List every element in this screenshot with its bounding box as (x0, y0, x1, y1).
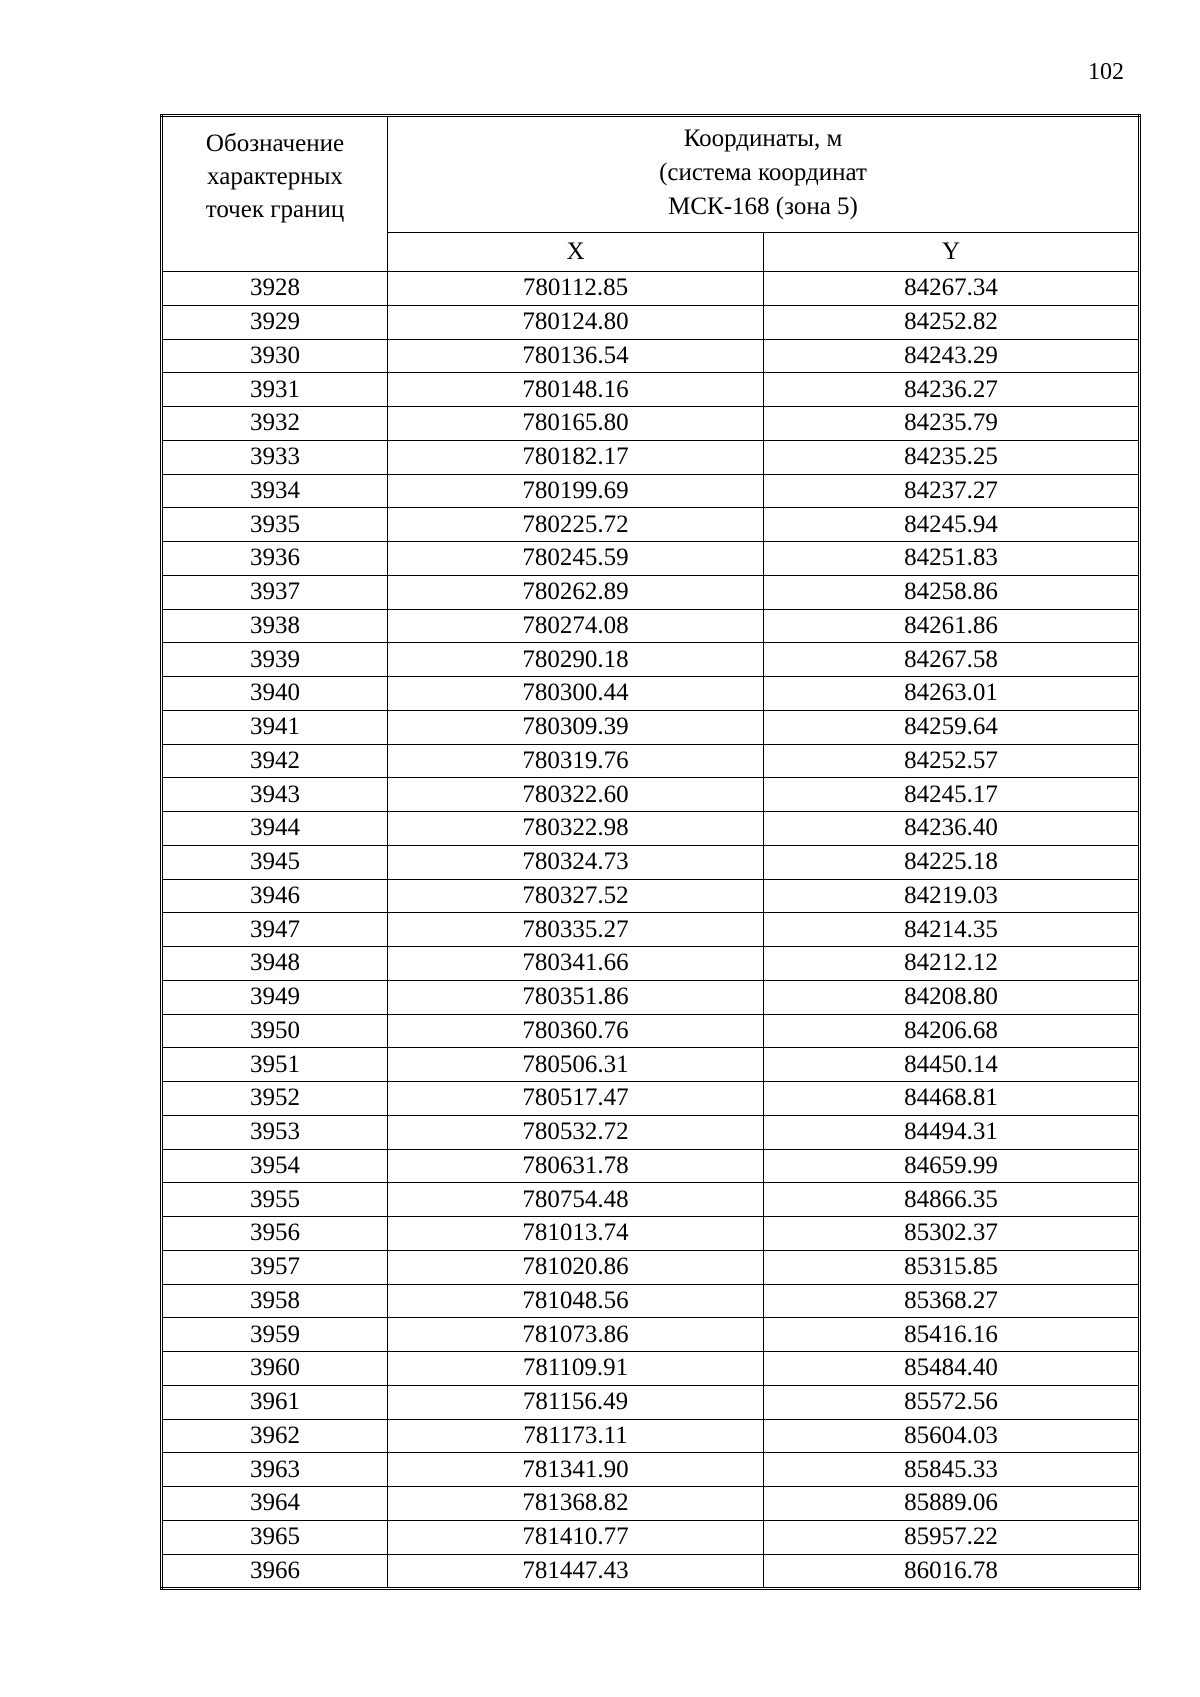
y-coordinate-cell: 84236.40 (764, 812, 1140, 846)
y-coordinate-cell: 85845.33 (764, 1453, 1140, 1487)
y-coordinate-cell: 85302.37 (764, 1217, 1140, 1251)
table-row (162, 1385, 1140, 1419)
point-id-cell: 3952 (162, 1082, 388, 1116)
point-id-cell: 3937 (162, 575, 388, 609)
table-row (162, 508, 1140, 542)
y-coordinate-cell: 84212.12 (764, 947, 1140, 981)
y-coordinate-cell: 85572.56 (764, 1385, 1140, 1419)
table-row (162, 980, 1140, 1014)
table-row (162, 1453, 1140, 1487)
table-row (162, 1183, 1140, 1217)
table-header (162, 116, 1140, 272)
y-coordinate-cell: 84219.03 (764, 879, 1140, 913)
y-coordinate-cell: 85416.16 (764, 1318, 1140, 1352)
table-row (162, 643, 1140, 677)
point-id-cell: 3942 (162, 744, 388, 778)
point-id-cell: 3946 (162, 879, 388, 913)
table-row (162, 1487, 1140, 1521)
x-coordinate-cell: 780335.27 (388, 913, 764, 947)
point-id-cell: 3940 (162, 677, 388, 711)
point-id-cell: 3961 (162, 1385, 388, 1419)
table-row (162, 575, 1140, 609)
y-coordinate-cell: 84243.29 (764, 339, 1140, 373)
x-coordinate-cell: 780262.89 (388, 575, 764, 609)
point-id-cell: 3928 (162, 272, 388, 306)
x-coordinate-cell: 780754.48 (388, 1183, 764, 1217)
point-id-cell: 3965 (162, 1520, 388, 1554)
point-id-cell: 3957 (162, 1250, 388, 1284)
header-coordinates-line: МСК-168 (зона 5) (668, 193, 858, 220)
header-designation-line: точек границ (205, 196, 345, 223)
y-coordinate-cell: 84237.27 (764, 474, 1140, 508)
point-id-cell: 3932 (162, 407, 388, 441)
y-coordinate-cell: 84251.83 (764, 542, 1140, 576)
x-coordinate-cell: 781156.49 (388, 1385, 764, 1419)
table-row (162, 1082, 1140, 1116)
x-coordinate-cell: 780124.80 (388, 305, 764, 339)
point-id-cell: 3944 (162, 812, 388, 846)
point-id-cell: 3943 (162, 778, 388, 812)
table-row (162, 744, 1140, 778)
y-coordinate-cell: 84866.35 (764, 1183, 1140, 1217)
point-id-cell: 3960 (162, 1352, 388, 1386)
y-coordinate-cell: 84259.64 (764, 710, 1140, 744)
y-coordinate-cell: 84235.79 (764, 407, 1140, 441)
y-coordinate-cell: 84252.82 (764, 305, 1140, 339)
x-coordinate-cell: 780225.72 (388, 508, 764, 542)
header-designation-line: Обозначение (205, 130, 345, 157)
table-row (162, 879, 1140, 913)
x-coordinate-cell: 780631.78 (388, 1149, 764, 1183)
x-coordinate-cell: 781447.43 (388, 1554, 764, 1589)
y-coordinate-cell: 85368.27 (764, 1284, 1140, 1318)
page-number: 102 (1088, 59, 1124, 85)
point-id-cell: 3966 (162, 1554, 388, 1589)
point-id-cell: 3956 (162, 1217, 388, 1251)
point-id-cell: 3934 (162, 474, 388, 508)
x-coordinate-cell: 781173.11 (388, 1419, 764, 1453)
x-coordinate-cell: 780517.47 (388, 1082, 764, 1116)
coordinates-table (160, 114, 1141, 1590)
point-id-cell: 3931 (162, 373, 388, 407)
x-coordinate-cell: 780300.44 (388, 677, 764, 711)
y-coordinate-cell: 84252.57 (764, 744, 1140, 778)
point-id-cell: 3950 (162, 1014, 388, 1048)
point-id-cell: 3929 (162, 305, 388, 339)
y-coordinate-cell: 84245.17 (764, 778, 1140, 812)
point-id-cell: 3945 (162, 845, 388, 879)
x-coordinate-cell: 780199.69 (388, 474, 764, 508)
point-id-cell: 3948 (162, 947, 388, 981)
x-coordinate-cell: 780341.66 (388, 947, 764, 981)
point-id-cell: 3933 (162, 440, 388, 474)
point-id-cell: 3936 (162, 542, 388, 576)
table-row (162, 272, 1140, 306)
point-id-cell: 3958 (162, 1284, 388, 1318)
point-id-cell: 3947 (162, 913, 388, 947)
x-coordinate-cell: 781048.56 (388, 1284, 764, 1318)
point-id-cell: 3949 (162, 980, 388, 1014)
table-row (162, 339, 1140, 373)
x-coordinate-cell: 780319.76 (388, 744, 764, 778)
table-row (162, 1419, 1140, 1453)
point-id-cell: 3963 (162, 1453, 388, 1487)
x-coordinate-cell: 780506.31 (388, 1048, 764, 1082)
table-row (162, 677, 1140, 711)
point-id-cell: 3964 (162, 1487, 388, 1521)
y-coordinate-cell: 84208.80 (764, 980, 1140, 1014)
point-id-cell: 3955 (162, 1183, 388, 1217)
x-coordinate-cell: 781410.77 (388, 1520, 764, 1554)
x-coordinate-cell: 780290.18 (388, 643, 764, 677)
y-coordinate-cell: 84236.27 (764, 373, 1140, 407)
point-id-cell: 3962 (162, 1419, 388, 1453)
point-id-cell: 3959 (162, 1318, 388, 1352)
table-row (162, 1149, 1140, 1183)
x-coordinate-cell: 781013.74 (388, 1217, 764, 1251)
x-coordinate-cell: 781020.86 (388, 1250, 764, 1284)
x-coordinate-cell: 780165.80 (388, 407, 764, 441)
table-body (162, 272, 1140, 1589)
x-coordinate-cell: 780245.59 (388, 542, 764, 576)
point-id-cell: 3954 (162, 1149, 388, 1183)
table-row (162, 1554, 1140, 1589)
y-coordinate-cell: 84225.18 (764, 845, 1140, 879)
table-row (162, 845, 1140, 879)
y-coordinate-cell: 85889.06 (764, 1487, 1140, 1521)
y-coordinate-cell: 84468.81 (764, 1082, 1140, 1116)
y-coordinate-cell: 84214.35 (764, 913, 1140, 947)
x-coordinate-cell: 780322.60 (388, 778, 764, 812)
table-row (162, 1048, 1140, 1082)
table-row (162, 913, 1140, 947)
point-id-cell: 3935 (162, 508, 388, 542)
table-row (162, 812, 1140, 846)
y-coordinate-cell: 84659.99 (764, 1149, 1140, 1183)
header-coordinates-line: (система координат (659, 159, 867, 186)
x-coordinate-cell: 780322.98 (388, 812, 764, 846)
table-row (162, 373, 1140, 407)
y-coordinate-cell: 84263.01 (764, 677, 1140, 711)
x-coordinate-cell: 780324.73 (388, 845, 764, 879)
y-coordinate-cell: 86016.78 (764, 1554, 1140, 1589)
x-coordinate-cell: 780148.16 (388, 373, 764, 407)
y-coordinate-cell: 85315.85 (764, 1250, 1140, 1284)
x-coordinate-cell: 780182.17 (388, 440, 764, 474)
y-coordinate-cell: 84258.86 (764, 575, 1140, 609)
y-coordinate-cell: 84450.14 (764, 1048, 1140, 1082)
x-coordinate-cell: 780112.85 (388, 272, 764, 306)
table-row (162, 778, 1140, 812)
table-row (162, 1284, 1140, 1318)
table-row (162, 1520, 1140, 1554)
y-coordinate-cell: 84261.86 (764, 609, 1140, 643)
y-coordinate-cell: 84267.58 (764, 643, 1140, 677)
y-coordinate-cell: 84494.31 (764, 1115, 1140, 1149)
table-row (162, 1014, 1140, 1048)
table-row (162, 542, 1140, 576)
table-row (162, 1250, 1140, 1284)
table-row (162, 1115, 1140, 1149)
y-coordinate-cell: 85957.22 (764, 1520, 1140, 1554)
table-row (162, 440, 1140, 474)
table-row (162, 1217, 1140, 1251)
x-coordinate-cell: 780274.08 (388, 609, 764, 643)
x-coordinate-cell: 781341.90 (388, 1453, 764, 1487)
x-coordinate-cell: 780309.39 (388, 710, 764, 744)
x-coordinate-cell: 781109.91 (388, 1352, 764, 1386)
y-coordinate-cell: 84235.25 (764, 440, 1140, 474)
table-row (162, 609, 1140, 643)
table-row (162, 1318, 1140, 1352)
header-coordinates-line: Координаты, м (683, 125, 843, 152)
point-id-cell: 3939 (162, 643, 388, 677)
table-row (162, 407, 1140, 441)
table-row (162, 1352, 1140, 1386)
table-row (162, 474, 1140, 508)
x-coordinate-cell: 780360.76 (388, 1014, 764, 1048)
header-designation (162, 116, 388, 272)
y-coordinate-cell: 84206.68 (764, 1014, 1140, 1048)
y-coordinate-cell: 84245.94 (764, 508, 1140, 542)
header-coordinates (388, 116, 1140, 233)
y-coordinate-cell: 84267.34 (764, 272, 1140, 306)
y-coordinate-cell: 85604.03 (764, 1419, 1140, 1453)
point-id-cell: 3930 (162, 339, 388, 373)
point-id-cell: 3941 (162, 710, 388, 744)
y-coordinate-cell: 85484.40 (764, 1352, 1140, 1386)
header-x: X (388, 233, 764, 272)
x-coordinate-cell: 781368.82 (388, 1487, 764, 1521)
header-y: Y (764, 233, 1140, 272)
table-row (162, 947, 1140, 981)
table-row (162, 710, 1140, 744)
point-id-cell: 3938 (162, 609, 388, 643)
point-id-cell: 3953 (162, 1115, 388, 1149)
table-row (162, 305, 1140, 339)
x-coordinate-cell: 780327.52 (388, 879, 764, 913)
x-coordinate-cell: 780136.54 (388, 339, 764, 373)
point-id-cell: 3951 (162, 1048, 388, 1082)
x-coordinate-cell: 781073.86 (388, 1318, 764, 1352)
x-coordinate-cell: 780532.72 (388, 1115, 764, 1149)
x-coordinate-cell: 780351.86 (388, 980, 764, 1014)
header-designation-line: характерных (207, 163, 343, 190)
